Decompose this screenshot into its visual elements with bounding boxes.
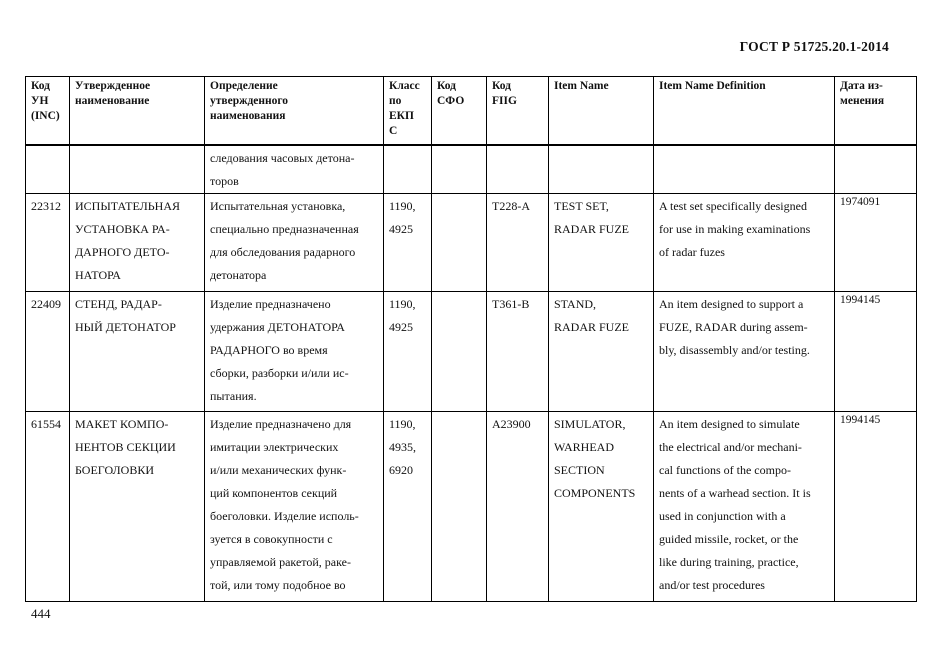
cell-inc: 22312 [26, 193, 70, 291]
page-number: 444 [31, 606, 51, 621]
cell-definition: Изделие предназначено для имитации электрических и/или механических функ- ций компонентов секций боеголовки. Изделие исполь- зуется в совокупности с управляемой ракетой, раке- той, или тому подобное во [205, 411, 384, 601]
cell-fiig-code: T228-A [487, 193, 549, 291]
cell-change-date [835, 145, 917, 194]
cell-item-name [549, 145, 654, 194]
cell-fiig-code: T361-B [487, 291, 549, 411]
cell-sfo-code [432, 145, 487, 194]
column-header-definition: Определение утвержденного наименования [205, 77, 384, 145]
cell-approved-name: СТЕНД, РАДАР- НЫЙ ДЕТОНАТОР [70, 291, 205, 411]
table-row-continuation [26, 145, 917, 194]
cell-item-name: SIMULATOR, WARHEAD SECTION COMPONENTS [549, 411, 654, 601]
cell-definition: Испытательная установка, специально предназначенная для обследования радарного детонатора [205, 193, 384, 291]
table-header-row [26, 77, 917, 145]
table-row [26, 411, 917, 601]
cell-change-date: 1974091 [835, 193, 917, 291]
cell-definition: следования часовых детона- торов [205, 145, 384, 194]
cell-item-name-definition [654, 145, 835, 194]
cell-class: 1190, 4925 [384, 193, 432, 291]
cell-change-date: 1994145 [835, 411, 917, 601]
cell-item-name: TEST SET, RADAR FUZE [549, 193, 654, 291]
cell-sfo-code [432, 291, 487, 411]
cell-item-name: STAND, RADAR FUZE [549, 291, 654, 411]
cell-fiig-code: A23900 [487, 411, 549, 601]
column-header-sfo-code: Код СФО [432, 77, 487, 145]
cell-fiig-code [487, 145, 549, 194]
column-header-item-name-definition: Item Name Definition [654, 77, 835, 145]
column-header-inc: Код УН (INC) [26, 77, 70, 145]
cell-class: 1190, 4935, 6920 [384, 411, 432, 601]
cell-item-name-definition: A test set specifically designed for use in making examinations of radar fuzes [654, 193, 835, 291]
column-header-approved-name: Утвержденное наименование [70, 77, 205, 145]
table-row [26, 193, 917, 291]
cell-item-name-definition: An item designed to simulate the electrical and/or mechani- cal functions of the compo- nents of a warhead section. It is used in conjunction with a guided missile, rocket, or the like during training, practice, and/or test procedures [654, 411, 835, 601]
cell-approved-name [70, 145, 205, 194]
cell-definition: Изделие предназначено удержания ДЕТОНАТОРА РАДАРНОГО во время сборки, разборки и/или ис- пытания. [205, 291, 384, 411]
cell-sfo-code [432, 411, 487, 601]
inc-table [25, 76, 917, 602]
cell-class: 1190, 4925 [384, 291, 432, 411]
cell-inc [26, 145, 70, 194]
cell-inc: 22409 [26, 291, 70, 411]
cell-item-name-definition: An item designed to support a FUZE, RADAR during assem- bly, disassembly and/or testing. [654, 291, 835, 411]
column-header-change-date: Дата из- менения [835, 77, 917, 145]
cell-sfo-code [432, 193, 487, 291]
cell-class [384, 145, 432, 194]
cell-inc: 61554 [26, 411, 70, 601]
document-code-header: ГОСТ Р 51725.20.1-2014 [739, 39, 889, 54]
table-row [26, 291, 917, 411]
cell-approved-name: МАКЕТ КОМПО- НЕНТОВ СЕКЦИИ БОЕГОЛОВКИ [70, 411, 205, 601]
cell-change-date: 1994145 [835, 291, 917, 411]
column-header-fiig-code: Код FIIG [487, 77, 549, 145]
cell-approved-name: ИСПЫТАТЕЛЬНАЯ УСТАНОВКА РА- ДАРНОГО ДЕТО- НАТОРА [70, 193, 205, 291]
column-header-item-name: Item Name [549, 77, 654, 145]
column-header-class: Класс по ЕКП С [384, 77, 432, 145]
